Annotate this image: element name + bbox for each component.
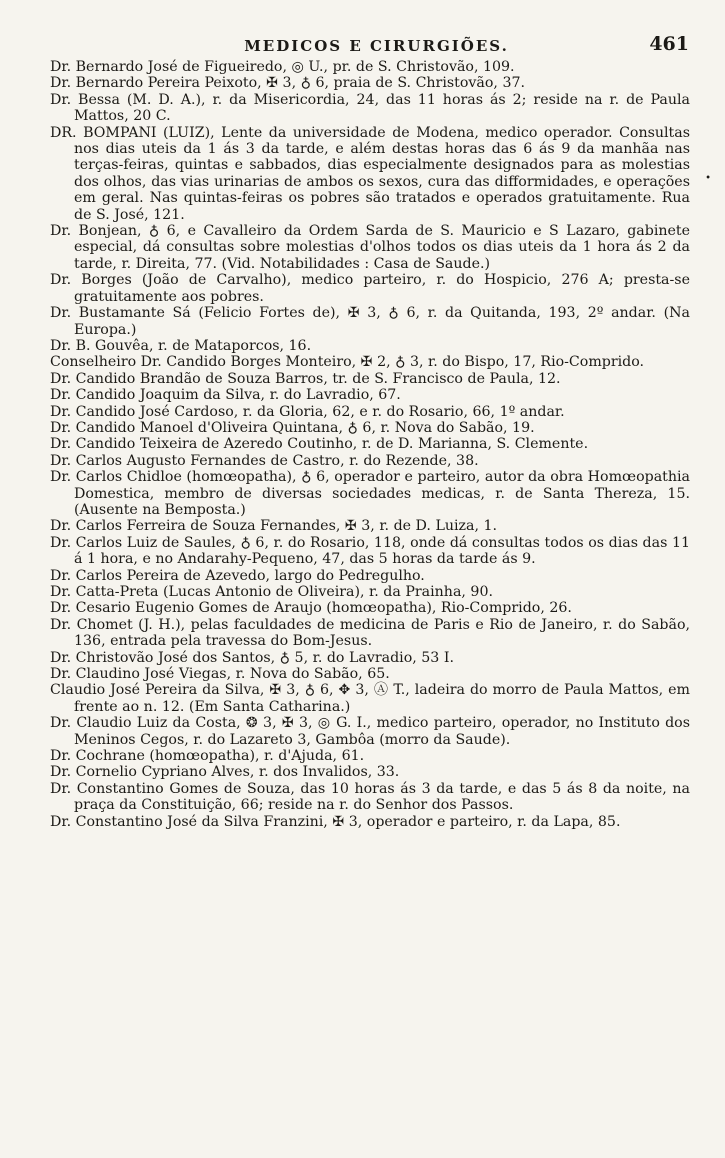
list-item: Dr. Claudio Luiz da Costa, ❂ 3, ✠ 3, ◎ G. I., medico parteiro, operador, no Instituto dos Meninos Cegos, r. do Lazareto 3, Gambôa (morro da Saude). — [50, 715, 690, 748]
list-item: Dr. Chomet (J. H.), pelas faculdades de medicina de Paris e Rio de Janeiro, r. do Sabão, 136, entrada pela travessa do Bom-Jesus. — [50, 616, 690, 650]
list-item: Dr. Catta-Preta (Lucas Antonio de Oliveira), r. da Prainha, 90. — [50, 584, 493, 600]
page-title: MEDICOS E CIRURGIÕES. — [244, 37, 509, 55]
list-item: Dr. Bernardo Pereira Peixoto, ✠ 3, ♁ 6, praia de S. Christovão, 37. — [50, 75, 526, 92]
list-item: Dr. Constantino José da Silva Franzini, ✠ 3, operador e parteiro, r. da Lapa, 85. — [50, 813, 621, 830]
page-number: 461 — [649, 33, 689, 55]
list-item: Dr. Candido José Cardoso, r. da Gloria, 62, e r. do Rosario, 66, 1º andar. — [50, 403, 565, 420]
list-item: Dr. Carlos Luiz de Saules, ♁ 6, r. do Rosario, 118, onde dá consultas todos os dias das 11 á 1 hora, e no Andarahy-Pequeno, 47, das 5 horas da tarde ás 9. — [50, 534, 690, 568]
list-item: DR. BOMPANI (LUIZ), Lente da universidade de Modena, medico operador. Consultas nos dias uteis da 1 ás 3 da tarde, e além destas horas das 6 ás 9 da manhãa nas terças-feiras, quintas e sabbados, dias especialmente designados para as molestias dos olhos, das vias urinarias de ambos os sexos, cura das difformidades, e operações em geral. Nas quintas-feiras os pobres são tratados e operados gratuitamente. Rua de S. José, 121. — [50, 124, 690, 223]
list-item: Dr. Carlos Ferreira de Souza Fernandes, ✠ 3, r. de D. Luiza, 1. — [50, 518, 498, 535]
entries-list — [50, 59, 690, 830]
list-item: Dr. Christovão José dos Santos, ♁ 5, r. do Lavradio, 53 I. — [50, 649, 454, 666]
list-item: Dr. Cochrane (homœopatha), r. d'Ajuda, 61. — [50, 748, 365, 765]
list-item: Dr. Bonjean, ♁ 6, e Cavalleiro da Ordem Sarda de S. Mauricio e S Lazaro, gabinete especial, dá consultas sobre molestias d'olhos todos os dias uteis da 1 hora ás 2 da tarde, r. Direita, 77. (Vid. Notabilidades : Casa de Saude.) — [50, 223, 690, 272]
list-item: Dr. Borges (João de Carvalho), medico parteiro, r. do Hospicio, 276 A; presta-se gratuitamente aos pobres. — [50, 272, 690, 305]
list-item: Dr. Bustamante Sá (Felicio Fortes de), ✠ 3, ♁ 6, r. da Quitanda, 193, 2º andar. (Na Europa.) — [50, 305, 690, 338]
list-item: Dr. Candido Teixeira de Azeredo Coutinho, r. de D. Marianna, S. Clemente. — [50, 436, 589, 453]
list-item: Claudio José Pereira da Silva, ✠ 3, ♁ 6, ✥ 3, Ⓐ T., ladeira do morro de Paula Mattos, em frente ao n. 12. (Em Santa Catharina.) — [50, 682, 690, 715]
list-item: Dr. Constantino Gomes de Souza, das 10 horas ás 3 da tarde, e das 5 ás 8 da noite, na praça da Constituição, 66; reside na r. do Senhor dos Passos. — [50, 780, 690, 814]
margin-dot: • — [705, 173, 711, 184]
list-item: Dr. Claudino José Viegas, r. Nova do Sabão, 65. — [50, 666, 390, 683]
list-item: Dr. B. Gouvêa, r. de Mataporcos, 16. — [50, 337, 312, 354]
page-header — [48, 33, 705, 59]
list-item: Conselheiro Dr. Candido Borges Monteiro, ✠ 2, ♁ 3, r. do Bispo, 17, Rio-Comprido. — [50, 354, 645, 371]
list-item: Dr. Carlos Augusto Fernandes de Castro, r. do Rezende, 38. — [50, 452, 479, 469]
list-item: Dr. Bernardo José de Figueiredo, ◎ U., pr. de S. Christovão, 109. — [50, 59, 515, 75]
list-item: Dr. Candido Manoel d'Oliveira Quintana, ♁ 6, r. Nova do Sabão, 19. — [50, 419, 535, 436]
list-item: Dr. Carlos Pereira de Azevedo, largo do Pedregulho. — [50, 567, 425, 584]
list-item: Dr. Carlos Chidloe (homœopatha), ♁ 6, operador e parteiro, autor da obra Homœopathia Domestica, membro de diversas sociedades medicas, r. de Santa Thereza, 15. (Ausente na Bemposta.) — [50, 469, 690, 518]
list-item: Dr. Candido Joaquim da Silva, r. do Lavradio, 67. — [50, 387, 401, 404]
list-item: Dr. Bessa (M. D. A.), r. da Misericordia, 24, das 11 horas ás 2; reside na r. de Paula Mattos, 20 C. — [50, 91, 690, 125]
list-item: Dr. Candido Brandão de Souza Barros, tr. de S. Francisco de Paula, 12. — [50, 370, 561, 387]
list-item: Dr. Cesario Eugenio Gomes de Araujo (homœopatha), Rio-Comprido, 26. — [50, 600, 572, 617]
list-item: Dr. Cornelio Cypriano Alves, r. dos Invalidos, 33. — [50, 764, 400, 781]
